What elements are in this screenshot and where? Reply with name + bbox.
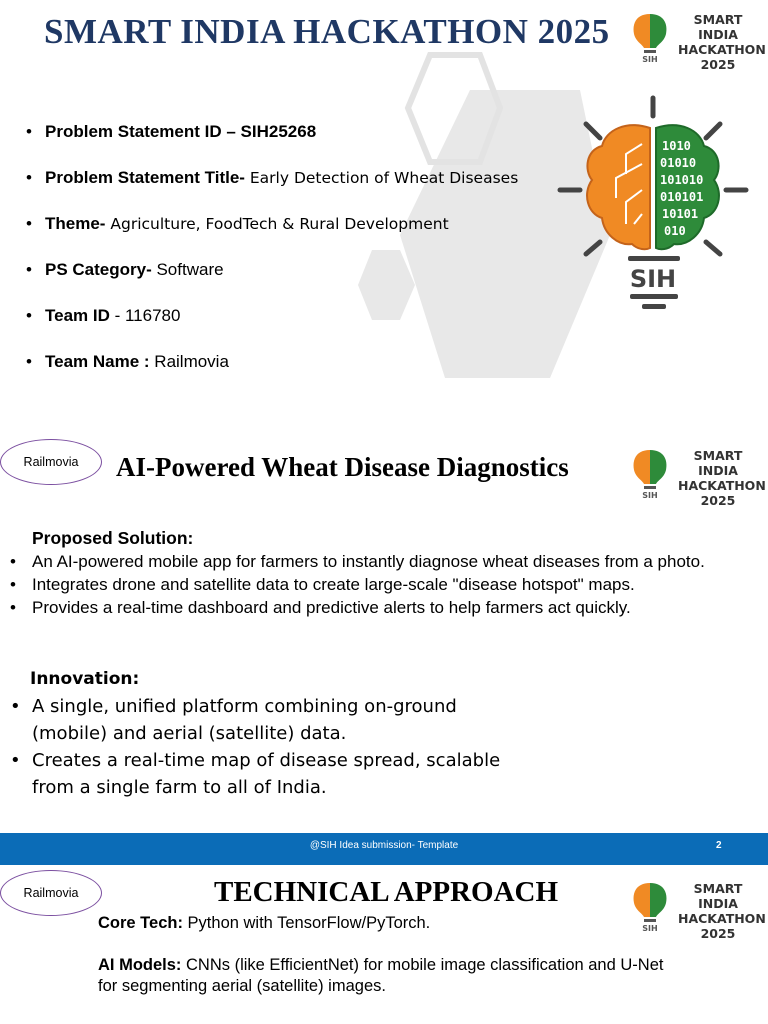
slide-title: SMART INDIA HACKATHON 2025 xyxy=(44,12,610,51)
detail-team-id xyxy=(26,306,518,352)
svg-text:010: 010 xyxy=(664,224,686,238)
innovation-list xyxy=(8,693,528,801)
svg-text:10101: 10101 xyxy=(662,207,699,221)
slide-title: AI-Powered Wheat Disease Diagnostics xyxy=(116,452,569,482)
ai-models-label: AI Models: xyxy=(98,956,182,974)
detail-value: Early Detection of Wheat Diseases xyxy=(244,169,519,187)
detail-team-name xyxy=(26,352,518,398)
logo-line-2: HACKATHON xyxy=(678,478,766,493)
ai-models-text: CNNs (like EfficientNet) for mobile image classification and U-Net for segmenting aerial (satellite) images. xyxy=(98,956,664,995)
solution-point: • Integrates drone and satellite data to create large-scale "disease hotspot" maps. xyxy=(8,573,748,596)
detail-key: Problem Statement Title- xyxy=(45,168,245,187)
sih-badge-text: SIH xyxy=(642,55,658,64)
team-name-badge xyxy=(0,439,102,485)
detail-ps-title xyxy=(26,168,518,214)
svg-text:101010: 101010 xyxy=(660,173,704,187)
logo-line-2: HACKATHON xyxy=(678,911,766,926)
detail-key: Theme- xyxy=(45,214,106,233)
sih-brain-bulb-icon xyxy=(556,94,752,316)
brain-bulb-icon xyxy=(622,4,678,66)
team-name: Railmovia xyxy=(23,886,79,900)
svg-text:010101: 010101 xyxy=(660,190,704,204)
core-tech-paragraph xyxy=(98,913,678,934)
technical-approach-body xyxy=(98,913,678,1018)
innovation-point: • Creates a real-time map of disease spread, scalable from a single farm to all of India. xyxy=(8,747,528,801)
detail-theme xyxy=(26,214,518,260)
solution-point: • Provides a real-time dashboard and predictive alerts to help farmers act quickly. xyxy=(8,596,748,619)
detail-value: Agriculture, FoodTech & Rural Development xyxy=(105,215,449,233)
logo-line-3: 2025 xyxy=(700,57,736,72)
detail-ps-id xyxy=(26,122,518,168)
core-tech-text: Python with TensorFlow/PyTorch. xyxy=(182,914,431,932)
logo-text xyxy=(678,12,766,72)
svg-text:01010: 01010 xyxy=(660,156,697,170)
sih-badge-text: SIH xyxy=(642,491,658,500)
proposed-solution-heading: Proposed Solution: xyxy=(32,528,194,548)
proposed-solution-list xyxy=(8,550,748,619)
solution-point: • An AI-powered mobile app for farmers to instantly diagnose wheat diseases from a photo. xyxy=(8,550,748,573)
team-name-badge xyxy=(0,870,102,916)
detail-key: Team Name : xyxy=(45,352,150,371)
brain-bulb-icon xyxy=(622,440,678,502)
core-tech-label: Core Tech: xyxy=(98,914,183,932)
detail-category xyxy=(26,260,518,306)
detail-value: - 116780 xyxy=(109,306,181,325)
logo-text xyxy=(678,448,766,508)
innovation-heading: Innovation: xyxy=(30,669,140,689)
svg-text:1010: 1010 xyxy=(662,139,691,153)
sih-big-badge-text: SIH xyxy=(629,265,677,293)
footer-text: @SIH Idea submission- Template xyxy=(309,840,459,851)
problem-statement-details xyxy=(26,122,518,398)
logo-line-1: SMART INDIA xyxy=(693,448,743,478)
innovation-point: • A single, unified platform combining on-ground (mobile) and aerial (satellite) data. xyxy=(8,693,528,747)
team-name: Railmovia xyxy=(23,455,79,469)
detail-key: Problem Statement ID – SIH25268 xyxy=(45,122,317,141)
detail-key: PS Category- xyxy=(45,260,152,279)
logo-line-2: HACKATHON xyxy=(678,42,766,57)
ai-models-paragraph xyxy=(98,955,678,997)
logo-line-3: 2025 xyxy=(700,493,736,508)
page-number: 2 xyxy=(716,840,722,851)
slide-title: TECHNICAL APPROACH xyxy=(214,876,559,908)
sih-logo xyxy=(622,440,766,508)
sih-badge-text: SIH xyxy=(642,924,658,933)
sih-logo xyxy=(622,4,766,72)
detail-value: Railmovia xyxy=(149,352,229,371)
detail-key: Team ID xyxy=(45,306,110,325)
slide-footer xyxy=(0,833,768,865)
logo-text xyxy=(678,881,766,941)
logo-line-1: SMART INDIA xyxy=(693,12,743,42)
logo-line-1: SMART INDIA xyxy=(693,881,743,911)
logo-line-3: 2025 xyxy=(700,926,736,941)
detail-value: Software xyxy=(151,260,224,279)
